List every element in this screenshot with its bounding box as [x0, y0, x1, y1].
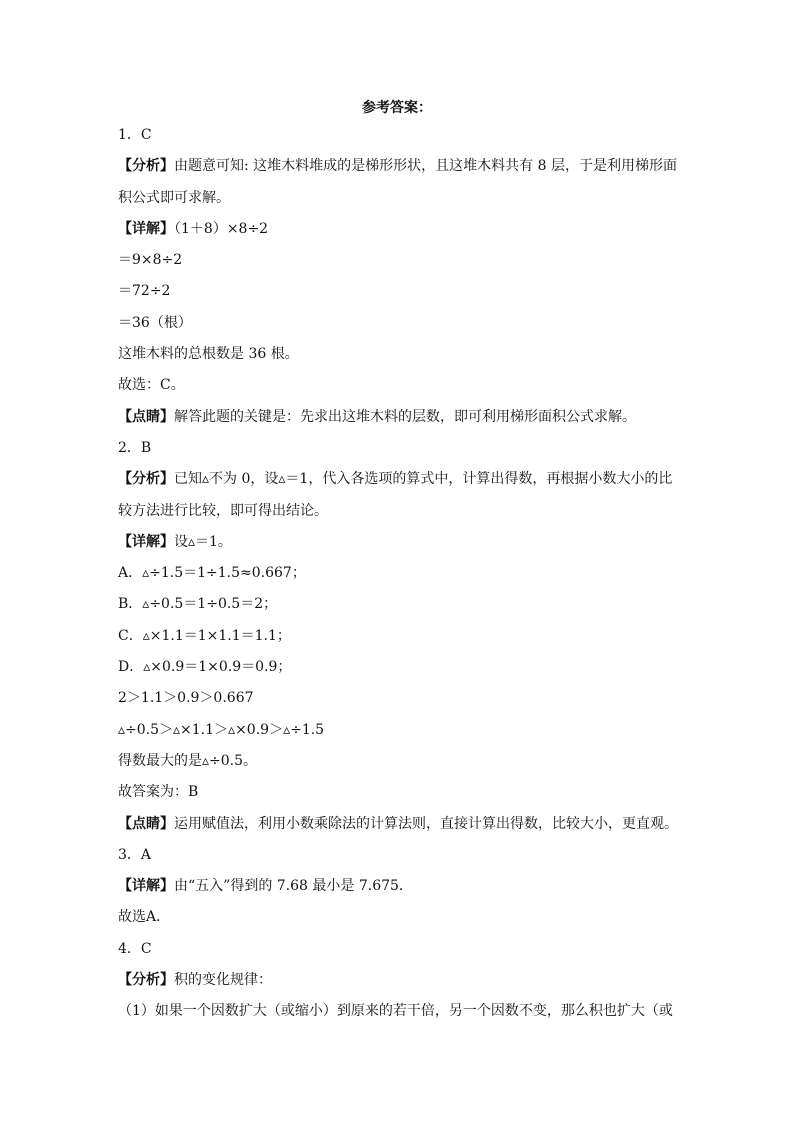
line-text: 故选：C。: [118, 377, 185, 394]
text-line: [118, 370, 678, 401]
line-text: 这堆木料的总根数是 36 根。: [118, 346, 299, 363]
line-text: ＝72÷2: [118, 283, 171, 300]
section-tag: 【详解】: [118, 533, 174, 550]
text-line: [118, 183, 678, 214]
text-line: [118, 809, 678, 840]
text-line: [118, 214, 678, 245]
section-tag: 【分析】: [118, 471, 174, 488]
text-line: [118, 496, 678, 527]
section-tag: 【详解】: [118, 220, 174, 237]
text-line: [118, 558, 678, 589]
line-text: 较方法进行比较，即可得出结论。: [118, 502, 328, 519]
section-tag: 【分析】: [118, 158, 174, 175]
line-text: 运用赋值法，利用小数乘除法的计算法则，直接计算出得数，比较大小，更直观。: [174, 815, 678, 832]
text-line: [118, 151, 678, 182]
line-text: 2．B: [118, 439, 152, 456]
line-text: C．▵×1.1＝1×1.1＝1.1；: [118, 627, 291, 644]
line-text: D．▵×0.9＝1×0.9＝0.9；: [118, 659, 292, 676]
line-text: 设▵＝1。: [174, 533, 232, 550]
text-line: [118, 339, 678, 370]
text-line: [118, 652, 678, 683]
text-line: [118, 433, 678, 464]
text-line: [118, 683, 678, 714]
line-text: 得数最大的是▵÷0.5。: [118, 752, 258, 769]
page-title: 参考答案：: [362, 100, 432, 116]
line-text: 积公式即可求解。: [118, 189, 230, 206]
line-text: 故选A．: [118, 909, 171, 926]
text-line: [118, 715, 678, 746]
section-tag: 【分析】: [118, 972, 174, 989]
line-text: B．▵÷0.5＝1÷0.5＝2；: [118, 596, 278, 613]
text-line: [118, 840, 678, 871]
line-text: （1）如果一个因数扩大（或缩小）到原来的若干倍，另一个因数不变，那么积也扩大（或: [118, 1003, 673, 1020]
section-tag: 【点睛】: [118, 408, 174, 425]
line-text: 3．A: [118, 846, 152, 863]
line-text: 2＞1.1＞0.9＞0.667: [118, 690, 254, 707]
line-text: 积的变化规律：: [174, 972, 272, 989]
text-line: [118, 965, 678, 996]
text-line: [118, 871, 678, 902]
text-line: [118, 308, 678, 339]
text-line: [118, 902, 678, 933]
line-text: 由“五入”得到的 7.68 最小是 7.675．: [174, 878, 413, 895]
line-text: 已知▵不为 0，设▵＝1，代入各选项的算式中，计算出得数，再根据小数大小的比: [174, 471, 673, 488]
text-line: [118, 621, 678, 652]
section-tag: 【详解】: [118, 878, 174, 895]
text-line: [118, 464, 678, 495]
text-line: [118, 996, 678, 1027]
line-text: 解答此题的关键是：先求出这堆木料的层数，即可利用梯形面积公式求解。: [174, 408, 636, 425]
section-tag: 【点睛】: [118, 815, 174, 832]
text-line: [118, 402, 678, 433]
text-line: [118, 934, 678, 965]
text-line: [118, 276, 678, 307]
answer-body: [118, 120, 678, 1028]
line-text: ＝9×8÷2: [118, 252, 183, 269]
text-line: [118, 120, 678, 151]
text-line: [118, 589, 678, 620]
line-text: ▵÷0.5＞▵×1.1＞▵×0.9＞▵÷1.5: [118, 721, 325, 738]
line-text: 由题意可知: 这堆木料堆成的是梯形形状，且这堆木料共有 8 层，于是利用梯形面: [174, 158, 677, 175]
text-line: [118, 527, 678, 558]
line-text: ＝36（根）: [118, 314, 192, 331]
line-text: A．▵÷1.5＝1÷1.5≈0.667；: [118, 565, 306, 582]
line-text: 4．C: [118, 940, 152, 957]
line-text: （1＋8）×8÷2: [174, 220, 269, 237]
text-line: [118, 746, 678, 777]
text-line: [118, 777, 678, 808]
line-text: 故答案为：B: [118, 784, 199, 801]
text-line: [118, 245, 678, 276]
line-text: 1．C: [118, 127, 152, 143]
